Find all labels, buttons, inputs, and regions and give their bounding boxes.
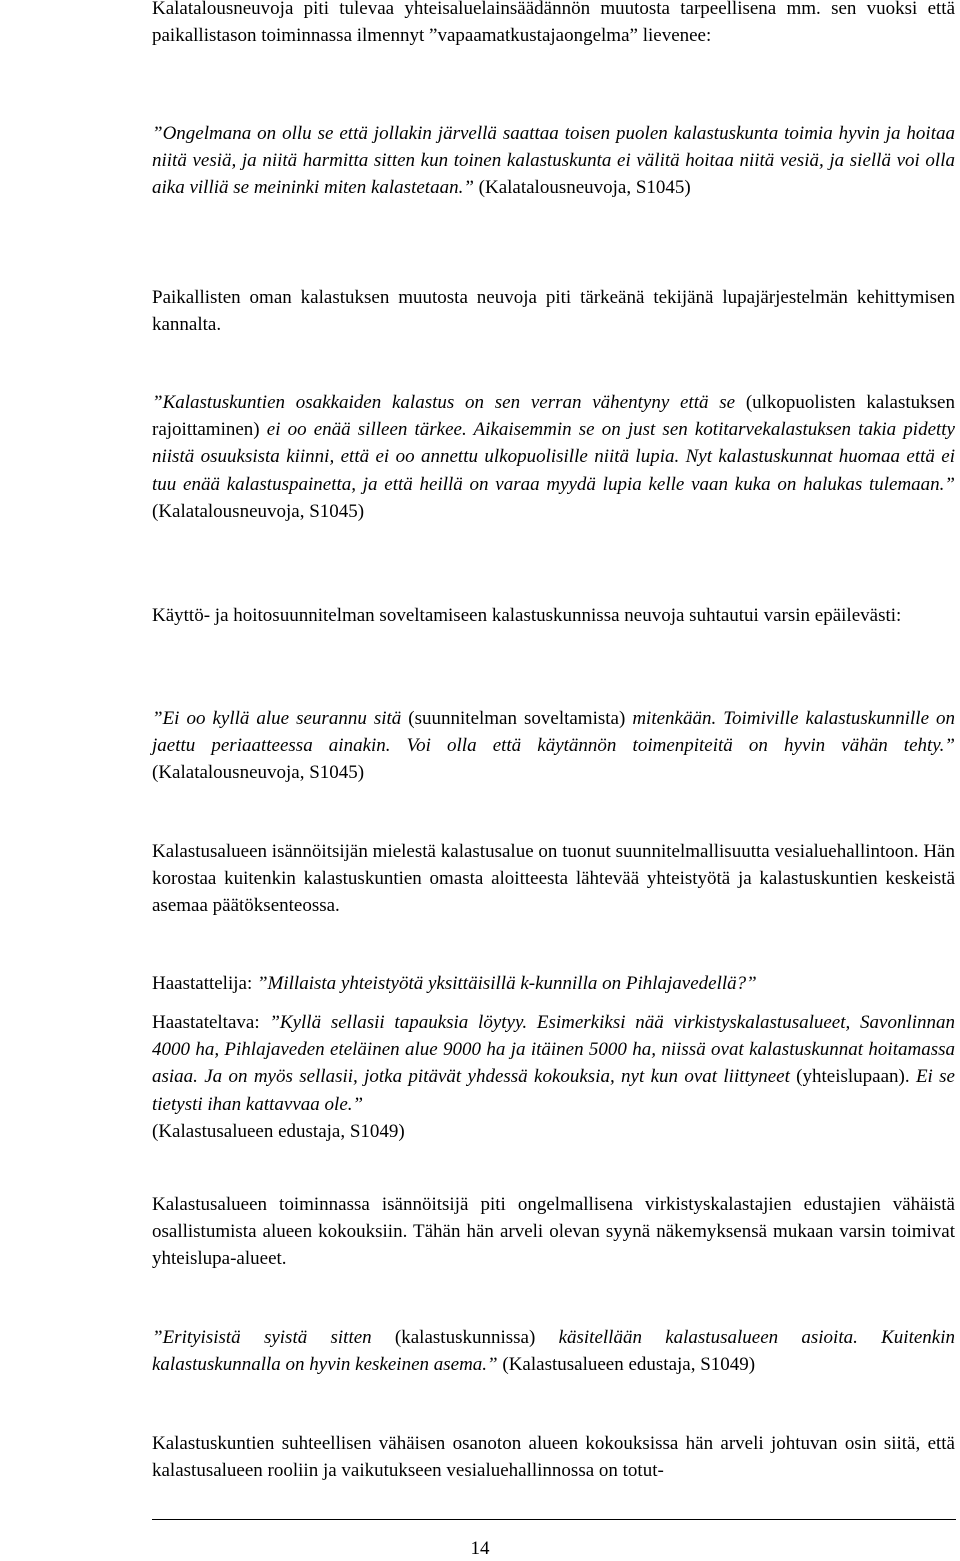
quote-text: ei oo enää silleen tärkee. Aikaisemmin se on just sen kotitarvekalastuksen takia pidetty niistä osuuksista kiinni, että ei oo annettu ulkopuolisille niitä lupia. Nyt kalastuskunnat huomaa että ei tuu enää kalastuspainetta, ja että heillä on varaa myydä lupia kelle vaan kuka on halukas tulemaan.” [152,419,955,495]
quote-insertion: (kalastuskunnissa) [371,1327,559,1348]
paragraph-4: Kalastusalueen isännöitsijän mielestä kalastusalue on tuonut suunnitelmallisuutta vesialuehallintoon. Hän korostaa kuitenkin kalastuskuntien omasta aloitteesta lähtevää yhteistyötä ja kalastuskuntien keskeistä asemaa päätöksenteossa. [152,841,955,917]
paragraph-2: Paikallisten oman kalastuksen muutosta neuvoja piti tärkeänä tekijänä lupajärjestelmän kehittymisen kannalta. [152,287,955,336]
quote-text: ”Ongelmana on ollu se että jollakin järvellä saattaa toisen puolen kalastuskunta toimia hyvin ja hoitaa niitä vesiä, ja niitä harmitta sitten kun toinen kalastuskunta ei välitä hoitaa niitä vesiä, ja siellä voi olla aika villiä se meininki miten kalastetaan.” [152,123,955,199]
quote-paragraph-3 [152,705,955,787]
quote-paragraph-2 [152,389,955,525]
interviewer-question [152,970,955,997]
quote-text: ”Erityisistä syistä sitten [152,1327,372,1348]
quote-source: (Kalastusalueen edustaja, S1049) [497,1354,756,1376]
quote-text: ”Kyllä sellasii tapauksia löytyy. Esimerkiksi nää virkistyskalastusalueet, Savonlinnan 4000 ha, Pihlajaveden eteläinen alue 9000 ha ja itäinen 5000 ha, niissä ovat kalastuskunnat hoitamassa asiaa. Ja on myös sellasii, jotka pitävät yhdessä kokouksia, nyt kun ovat liittyneet [152,1012,955,1088]
quote-insertion: (yhteislupaan). [789,1066,916,1088]
quote-insertion: (ulkopuolisten kalastuksen rajoittaminen) [152,392,955,441]
speaker-label: Haastateltava: [152,1012,270,1033]
quote-insertion: (suunnitelman soveltamista) [401,708,633,729]
page-number: 14 [470,1538,490,1559]
quote-source: (Kalatalousneuvoja, S1045) [152,500,365,522]
interviewee-answer [152,1009,955,1145]
footer-divider [152,1519,956,1520]
quote-text: ”Millaista yhteistyötä yksittäisillä k-kunnilla on Pihlajavedellä?” [256,973,757,994]
paragraph-3: Käyttö- ja hoitosuunnitelman soveltamiseen kalastuskunnissa neuvoja suhtautui varsin epäilevästi: [152,605,902,626]
quote-text: Ei se tietysti ihan kattavvaa ole.” [152,1066,955,1115]
quote-text: käsitellään kalastusalueen asioita. Kuitenkin kalastuskunnalla on hyvin keskeinen asema.” [152,1327,956,1376]
quote-text: mitenkään. Toimiville kalastuskunnille on jaettu periaatteessa ainakin. Voi olla että käytännön toimenpiteitä on hyvin vähän tehty.” [152,708,956,757]
paragraph-6: Kalastuskuntien suhteellisen vähäisen osanoton alueen kokouksissa hän arveli johtuvan osin siitä, että kalastusalueen rooliin ja vaikutukseen vesialuehallinnossa on totut- [152,1433,955,1482]
paragraph-1: Kalatalousneuvoja piti tulevaa yhteisaluelainsäädännön muutosta tarpeellisena mm. sen vuoksi että paikallistason toiminnassa ilmennyt ”vapaamatkustajaongelma” lievenee: [152,0,955,47]
quote-paragraph-4 [152,1324,955,1378]
quote-source: (Kalatalousneuvoja, S1045) [152,762,365,784]
quote-text: ”Ei oo kyllä alue seurannu sitä [152,708,402,729]
quote-source: (Kalastusalueen edustaja, S1049) [152,1120,405,1142]
quote-text: ”Kalastuskuntien osakkaiden kalastus on sen verran vähentyny että se [152,392,736,413]
quote-paragraph-1 [152,120,955,202]
quote-source: (Kalatalousneuvoja, S1045) [473,177,691,199]
speaker-label: Haastattelija: [152,973,257,994]
paragraph-5: Kalastusalueen toiminnassa isännöitsijä piti ongelmallisena virkistyskalastajien edustajien vähäistä osallistumista alueen kokouksiin. Tähän hän arveli olevan syynä näkemyksensä mukaan varsin toimivat yhteislupa-alueet. [152,1194,955,1270]
